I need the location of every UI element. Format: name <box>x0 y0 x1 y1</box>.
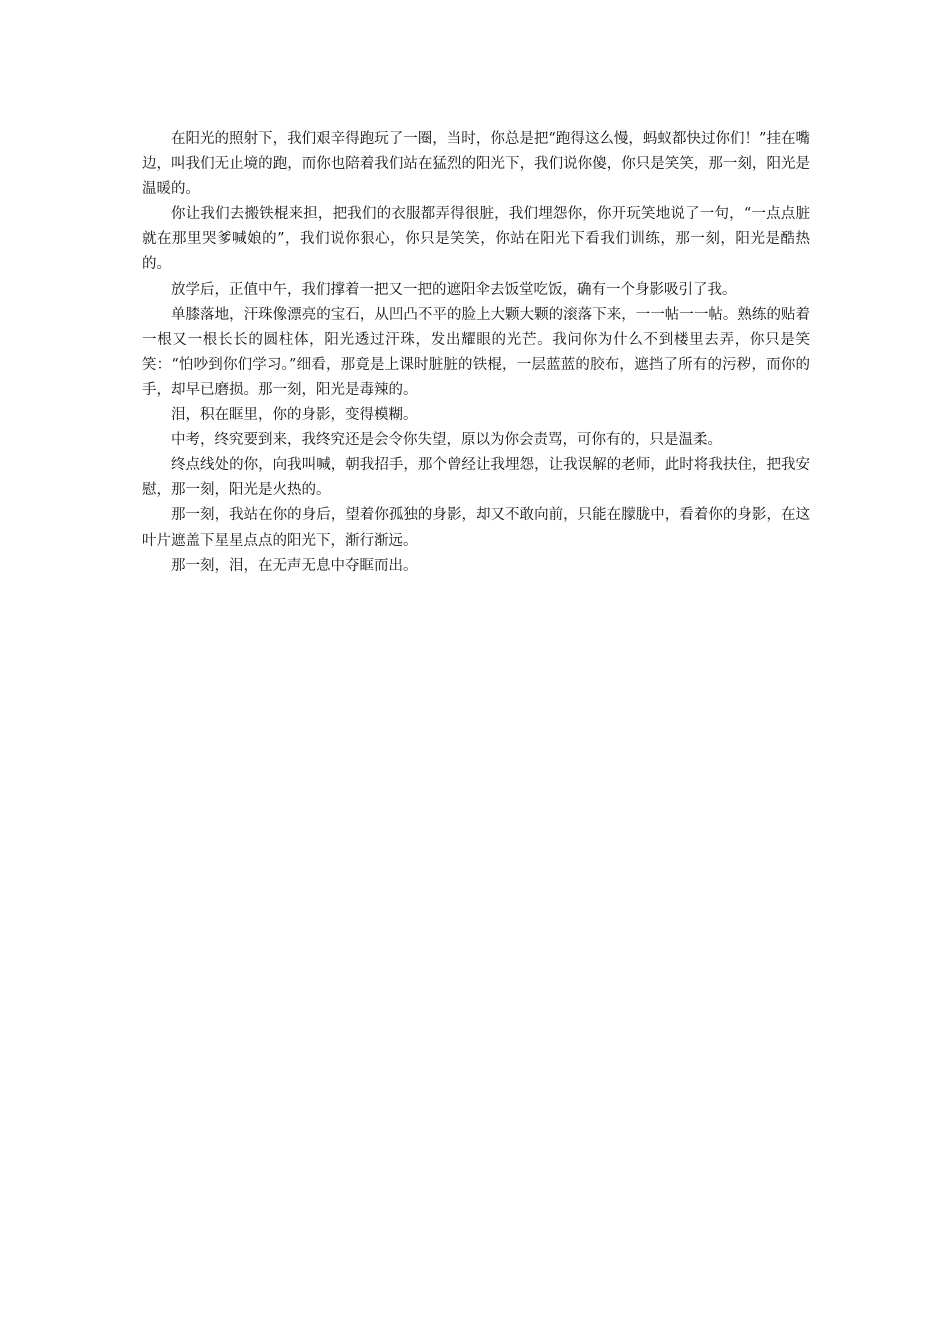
paragraph-7: 终点线处的你，向我叫喊，朝我招手，那个曾经让我埋怨，让我误解的老师，此时将我扶住，把我安慰，那一刻，阳光是火热的。 <box>142 457 810 499</box>
paragraph-5: 泪，积在眶里，你的身影，变得模糊。 <box>171 407 418 424</box>
paragraph-1: 在阳光的照射下，我们艰辛得跑玩了一圈，当时，你总是把“跑得这么慢，蚂蚁都快过你们！”挂在嘴边，叫我们无止境的跑，而你也陪着我们站在猛烈的阳光下，我们说你傻，你只是笑笑，那一刻，阳光是温暖的。 <box>142 131 810 198</box>
paragraph-8: 那一刻，我站在你的身后，望着你孤独的身影，却又不敢向前，只能在朦胧中，看着你的身影，在这叶片遮盖下星星点点的阳光下，渐行渐远。 <box>142 507 810 549</box>
paragraph-2: 你让我们去搬铁棍来担，把我们的衣服都弄得很脏，我们埋怨你，你开玩笑地说了一句，“一点点脏就在那里哭爹喊娘的”，我们说你狠心，你只是笑笑，你站在阳光下看我们训练，那一刻，阳光是酷热的。 <box>142 206 810 273</box>
paragraph-9: 那一刻，泪，在无声无息中夺眶而出。 <box>171 557 418 574</box>
paragraph-6: 中考，终究要到来，我终究还是会令你失望，原以为你会责骂，可你有的，只是温柔。 <box>171 432 722 449</box>
essay-body <box>142 127 810 579</box>
paragraph-4: 单膝落地，汗珠像漂亮的宝石，从凹凸不平的脸上大颗大颗的滚落下来，一一帖一一帖。熟练的贴着一根又一根长长的圆柱体，阳光透过汗珠，发出耀眼的光芒。我问你为什么不到楼里去弄，你只是笑笑：“怕吵到你们学习。”细看，那竟是上课时脏脏的铁棍，一层蓝蓝的胶布，遮挡了所有的污秽，而你的手，却早已磨损。那一刻，阳光是毒辣的。 <box>142 306 810 398</box>
paragraph-3: 放学后，正值中午，我们撑着一把又一把的遮阳伞去饭堂吃饭，确有一个身影吸引了我。 <box>171 281 737 298</box>
